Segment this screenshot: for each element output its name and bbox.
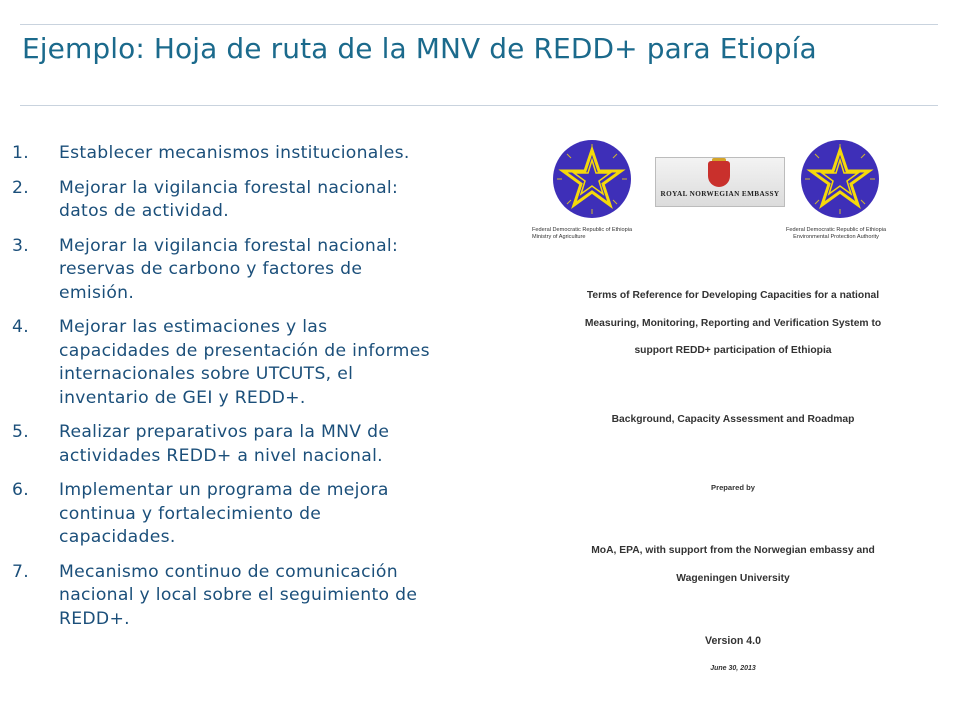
step-text: Mecanismo continuo de comunicación nacional y local sobre el seguimiento de REDD+. xyxy=(59,561,418,629)
list-item xyxy=(12,479,507,550)
doc-authors-line: Wageningen University xyxy=(676,573,790,584)
step-text: Realizar preparativos para la MNV de actividades REDD+ a nivel nacional. xyxy=(59,422,390,466)
doc-authors-line: MoA, EPA, with support from the Norwegian embassy and xyxy=(591,545,875,556)
title-rule xyxy=(20,105,938,106)
step-number: 1. xyxy=(12,143,29,163)
step-number: 5. xyxy=(12,422,29,442)
list-item xyxy=(12,316,507,410)
slide-title: Ejemplo: Hoja de ruta de la MNV de REDD+ para Etiopía xyxy=(22,32,817,65)
step-number: 6. xyxy=(12,480,29,500)
norway-crest-icon xyxy=(708,161,730,187)
ethiopia-emblem-icon xyxy=(801,140,879,218)
step-number: 4. xyxy=(12,317,29,337)
step-text: Mejorar la vigilancia forestal nacional: datos de actividad. xyxy=(59,177,399,221)
step-number: 3. xyxy=(12,235,29,256)
doc-date: June 30, 2013 xyxy=(710,665,756,672)
doc-version: Version 4.0 xyxy=(705,635,761,647)
left-seal-caption: Federal Democratic Republic of Ethiopia Ministry of Agriculture xyxy=(532,227,633,240)
list-item xyxy=(12,561,507,632)
list-item xyxy=(12,421,507,468)
right-seal-caption: Federal Democratic Republic of Ethiopia Environmental Protection Authority xyxy=(786,227,887,240)
doc-title-line: Terms of Reference for Developing Capacities for a national xyxy=(586,290,880,301)
list-item xyxy=(12,142,507,166)
step-number: 2. xyxy=(12,177,29,198)
step-text: Mejorar la vigilancia forestal nacional: reservas de carbono y factores de emisión. xyxy=(59,235,399,303)
doc-title-line: Measuring, Monitoring, Reporting and Verification System to xyxy=(584,318,882,329)
top-rule xyxy=(20,24,938,25)
embassy-name: ROYAL NORWEGIAN EMBASSY xyxy=(660,190,780,198)
step-number: 7. xyxy=(12,561,29,582)
step-text: Implementar un programa de mejora continua y fortalecimiento de capacidades. xyxy=(59,480,389,547)
doc-prepared-by: Prepared by xyxy=(711,483,755,492)
doc-subtitle: Background, Capacity Assessment and Roadmap xyxy=(611,414,855,425)
doc-title-line: support REDD+ participation of Ethiopia xyxy=(634,345,832,356)
step-text: Establecer mecanismos institucionales. xyxy=(59,143,410,163)
document-cover-image xyxy=(528,130,938,690)
list-item xyxy=(12,177,507,224)
step-text: Mejorar las estimaciones y las capacidades de presentación de informes internacionales sobre UTCUTS, el inventario de GEI y REDD+. xyxy=(59,317,430,408)
ethiopia-emblem-icon xyxy=(553,140,631,218)
list-item xyxy=(12,235,507,306)
roadmap-steps-list xyxy=(12,142,507,642)
norwegian-embassy-logo xyxy=(655,157,785,207)
